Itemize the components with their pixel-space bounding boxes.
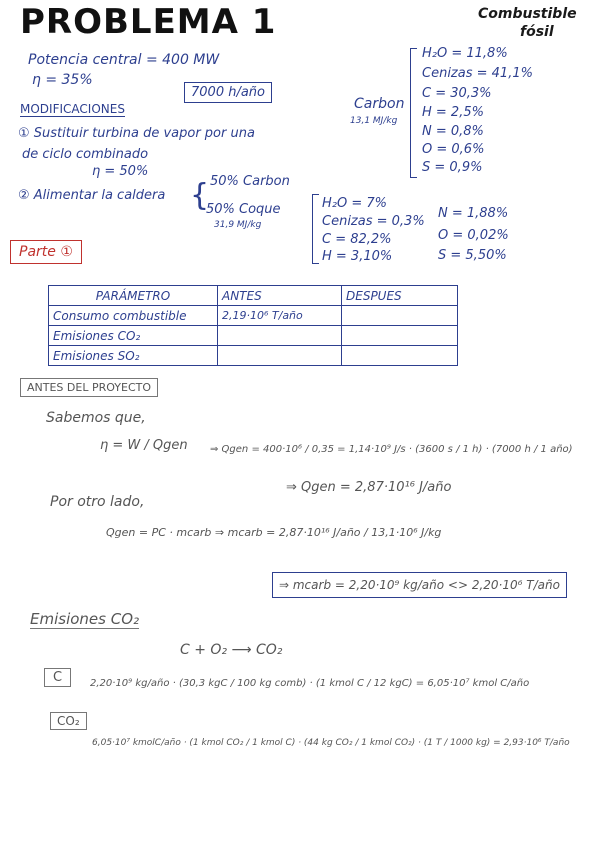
table-header: PARÁMETRO (49, 286, 218, 306)
carbon-item: N = 0,8% (422, 124, 484, 139)
table-cell (342, 306, 458, 326)
power-data: Potencia central = 400 MW (28, 52, 220, 68)
coque-item: C = 82,2% (322, 232, 392, 247)
table-header: ANTES (218, 286, 342, 306)
table-cell (342, 326, 458, 346)
mod1-text-2: de ciclo combinado (22, 147, 149, 162)
table-row (49, 346, 458, 366)
coque-item: O = 0,02% (438, 228, 509, 243)
table-cell (342, 346, 458, 366)
carbon-item: Cenizas = 41,1% (422, 66, 533, 81)
mod2-text: ② Alimentar la caldera (18, 188, 166, 203)
coque-item: N = 1,88% (438, 206, 509, 221)
page-title: PROBLEMA 1 (20, 2, 277, 42)
table-cell: Emisiones SO₂ (49, 346, 218, 366)
table-cell (218, 326, 342, 346)
part-label: Parte ① (10, 240, 82, 264)
table-cell: Consumo combustible (49, 306, 218, 326)
carbon-label: Carbon (354, 96, 405, 112)
eta-equation: η = W / Qgen (100, 438, 188, 453)
section-label: ANTES DEL PROYECTO (20, 378, 158, 397)
table-cell (218, 346, 342, 366)
carbon-item: S = 0,9% (422, 160, 483, 175)
coque-brace (312, 194, 319, 264)
sabemos-text: Sabemos que, (46, 410, 146, 426)
table-cell: 2,19·10⁶ T/año (218, 306, 342, 326)
mcarb-result: ⇒ mcarb = 2,20·10⁹ kg/año <> 2,20·10⁶ T/año (272, 572, 567, 598)
table-header-row (49, 286, 458, 306)
mod1-text: ① Sustituir turbina de vapor por una (18, 126, 255, 141)
hours-box: 7000 h/año (184, 82, 272, 103)
fuel-type-label-2: fósil (520, 24, 554, 40)
carbon-tag: C (44, 668, 71, 687)
coque-item: Cenizas = 0,3% (322, 214, 425, 229)
carbon-item: H = 2,5% (422, 105, 484, 120)
fuel-type-label: Combustible (478, 6, 577, 22)
mod1-eta: η = 50% (92, 164, 149, 179)
emissions-label: Emisiones CO₂ (30, 610, 140, 628)
por-otro-text: Por otro lado, (50, 494, 145, 510)
table-row (49, 326, 458, 346)
parameters-table (48, 285, 458, 366)
table-header: DESPUES (342, 286, 458, 306)
coque-item: S = 5,50% (438, 248, 507, 263)
carbon-item: H₂O = 11,8% (422, 46, 508, 61)
co2-equation: 6,05·10⁷ kmolC/año · (1 kmol CO₂ / 1 kmol C) · (44 kg CO₂ / 1 kmol CO₂) · (1 T / 1000 kg) = 2,93·10⁶ T/año (92, 738, 570, 748)
coque-item: H₂O = 7% (322, 196, 387, 211)
qgen-equation: ⇒ Qgen = 400·10⁶ / 0,35 = 1,14·10⁹ J/s · (3600 s / 1 h) · (7000 h / 1 año) (210, 444, 573, 455)
modifications-label: MODIFICACIONES (20, 102, 125, 116)
carbon-equation: 2,20·10⁹ kg/año · (30,3 kgC / 100 kg comb) · (1 kmol C / 12 kgC) = 6,05·10⁷ kmol C/año (90, 678, 530, 689)
reaction-equation: C + O₂ ⟶ CO₂ (180, 642, 283, 658)
coque-item: H = 3,10% (322, 249, 393, 264)
carbon-brace (410, 48, 417, 178)
mix-coque: 50% Coque (206, 202, 281, 217)
co2-tag: CO₂ (50, 712, 87, 730)
mix-carbon: 50% Carbon (210, 174, 290, 189)
table-row (49, 306, 458, 326)
pc-equation: Qgen = PC · mcarb ⇒ mcarb = 2,87·10¹⁶ J/año / 13,1·10⁶ J/kg (106, 526, 442, 539)
qgen-result: ⇒ Qgen = 2,87·10¹⁶ J/año (286, 480, 452, 495)
carbon-item: C = 30,3% (422, 86, 492, 101)
carbon-item: O = 0,6% (422, 142, 485, 157)
mix-brace: { (190, 178, 210, 213)
carbon-pci: 13,1 MJ/kg (350, 116, 398, 126)
table-cell: Emisiones CO₂ (49, 326, 218, 346)
efficiency-data: η = 35% (32, 72, 93, 88)
coque-pci: 31,9 MJ/kg (214, 220, 262, 230)
